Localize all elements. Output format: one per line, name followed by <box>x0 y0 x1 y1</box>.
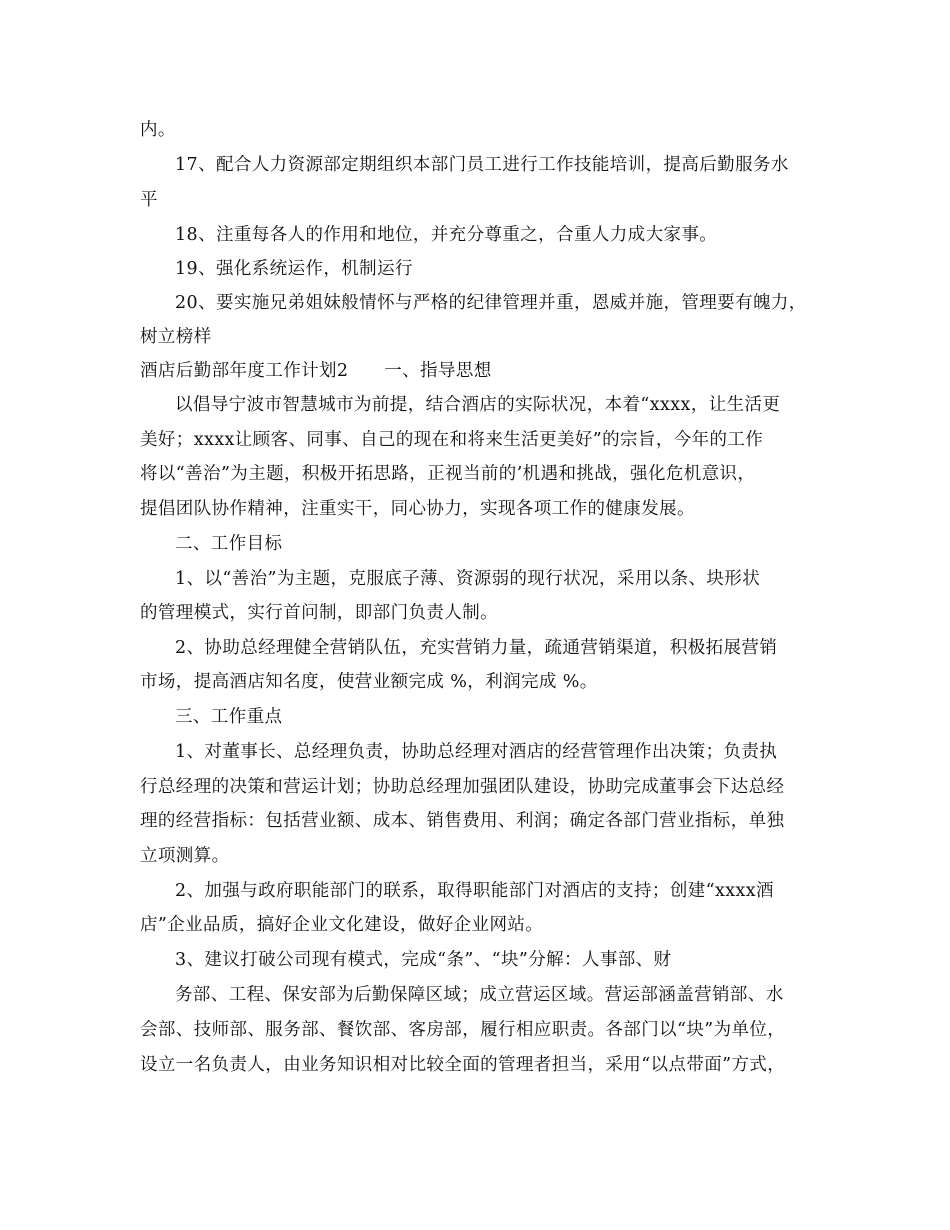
text-line: 会部、技师部、服务部、餐饮部、客房部，履行相应职责。各部门以“块”为单位， <box>140 1020 786 1040</box>
text-line: 平 <box>140 190 158 210</box>
text-line: 店”企业品质，搞好企业文化建设，做好企业网站。 <box>140 915 544 935</box>
text-line: 的管理模式，实行首问制，即部门负责人制。 <box>140 603 498 623</box>
text-line: 内。 <box>140 120 176 140</box>
text-line: 美好；xxxx让顾客、同事、自己的现在和将来生活更美好”的宗旨，今年的工作 <box>140 430 764 450</box>
text-line: 17、配合人力资源部定期组织本部门员工进行工作技能培训，提高后勤服务水 <box>175 155 789 175</box>
text-line: 1、以“善治”为主题，克服底子薄、资源弱的现行状况，采用以条、块形状 <box>175 569 761 589</box>
text-line: 19、强化系统运作，机制运行 <box>175 259 413 279</box>
text-line: 立项测算。 <box>140 846 230 866</box>
section-heading: 二、工作目标 <box>175 534 283 554</box>
text-line: 提倡团队协作精神，注重实干，同心协力，实现各项工作的健康发展。 <box>140 499 695 519</box>
text-line: 2、加强与政府职能部门的联系，取得职能部门对酒店的支持；创建“xxxx酒 <box>175 881 774 901</box>
text-line: 将以“善治”为主题，积极开拓思路，正视当前的’机遇和挑战，强化危机意识， <box>140 464 756 484</box>
text-line: 树立榜样 <box>140 327 212 347</box>
text-line: 以倡导宁波市智慧城市为前提，结合酒店的实际状况，本着“xxxx，让生活更 <box>175 395 781 415</box>
text-line: 20、要实施兄弟姐妹般情怀与严格的纪律管理并重，恩威并施，管理要有魄力， <box>175 293 807 313</box>
text-line: 2、协助总经理健全营销队伍，充实营销力量，疏通营销渠道，积极拓展营销 <box>175 638 778 658</box>
section-title-line: 酒店后勤部年度工作计划2 一、指导思想 <box>140 361 492 381</box>
text-line: 理的经营指标：包括营业额、成本、销售费用、利润；确定各部门营业指标，单独 <box>140 811 785 831</box>
text-line: 18、注重每各人的作用和地位，并充分尊重之，合重人力成大家事。 <box>175 225 718 245</box>
text-line: 设立一名负责人，由业务知识相对比较全面的管理者担当，采用“以点带面”方式， <box>140 1055 786 1075</box>
text-line: 3、建议打破公司现有模式，完成“条”、“块”分解：人事部、财 <box>175 950 672 970</box>
text-line: 行总经理的决策和营运计划；协助总经理加强团队建设，协助完成董事会下达总经 <box>140 777 785 797</box>
text-line: 1、对董事长、总经理负责，协助总经理对酒店的经营管理作出决策；负责执 <box>175 742 778 762</box>
text-line: 市场，提高酒店知名度，使营业额完成 %，利润完成 %。 <box>140 672 598 692</box>
section-heading: 三、工作重点 <box>175 707 283 727</box>
text-line: 务部、工程、保安部为后勤保障区域；成立营运区域。营运部涵盖营销部、水 <box>175 985 784 1005</box>
